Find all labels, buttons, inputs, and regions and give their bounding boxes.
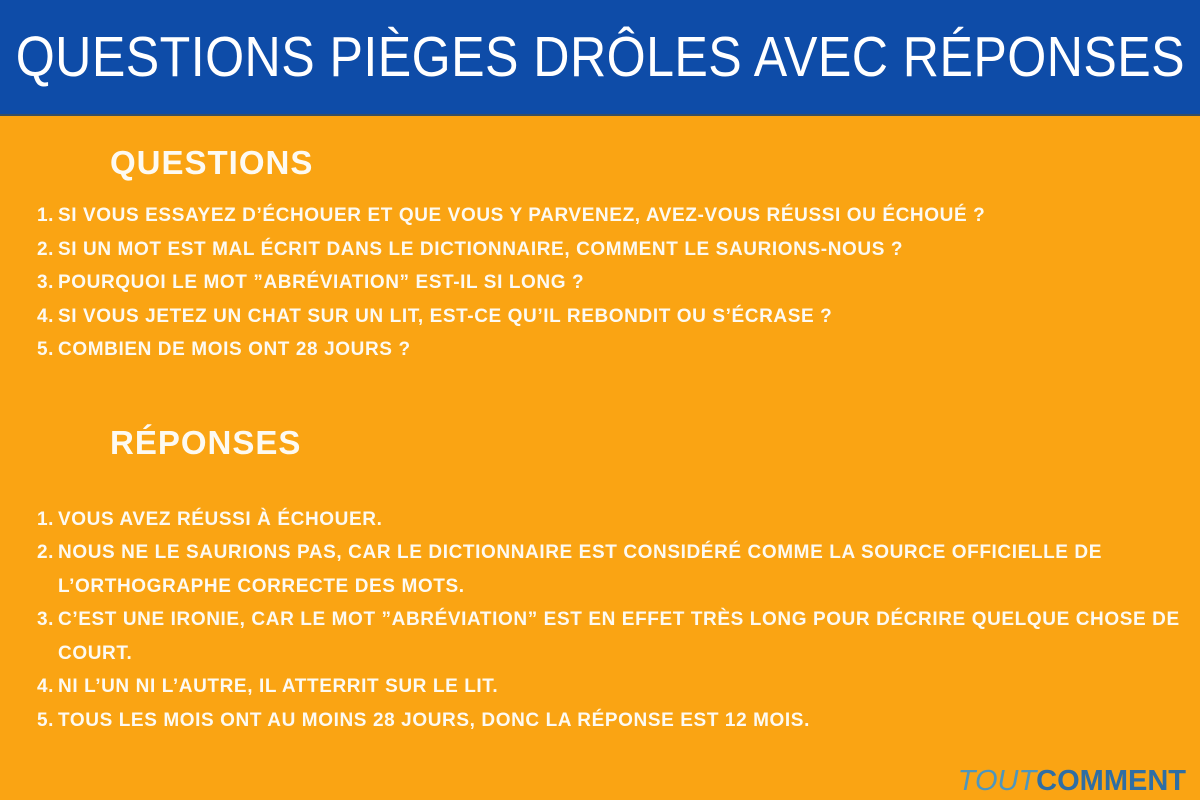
- list-item: [33, 333, 1182, 367]
- list-item-text: C’EST UNE IRONIE, CAR LE MOT ”ABRÉVIATION” EST EN EFFET TRÈS LONG POUR DÉCRIRE QUELQUE CHOSE DE COURT.: [58, 609, 1180, 664]
- list-item: [33, 503, 1182, 537]
- list-item: [33, 199, 1182, 233]
- list-item: [33, 300, 1182, 334]
- list-item-number: 5.: [36, 709, 54, 731]
- list-item-text: NI L’UN NI L’AUTRE, IL ATTERRIT SUR LE LIT.: [58, 676, 499, 697]
- list-item-number: 5.: [36, 339, 54, 360]
- list-item: [33, 603, 1182, 670]
- list-item-text: NOUS NE LE SAURIONS PAS, CAR LE DICTIONNAIRE EST CONSIDÉRÉ COMME LA SOURCE OFFICIELLE DE L’ORTHOGRAPHE CORRECTE DES MOTS.: [58, 542, 1103, 597]
- list-item: [33, 704, 1182, 738]
- title-banner: [0, 0, 1200, 116]
- page-title: QUESTIONS PIÈGES DRÔLES AVEC RÉPONSES: [15, 25, 1185, 89]
- logo-comment: COMMENT: [1036, 765, 1186, 797]
- logo-tout: TOUT: [957, 765, 1037, 797]
- list-item-text: SI UN MOT EST MAL ÉCRIT DANS LE DICTIONNAIRE, COMMENT LE SAURIONS-NOUS ?: [58, 238, 904, 260]
- list-item-number: 1.: [36, 508, 54, 530]
- questions-section: [33, 144, 1182, 367]
- list-item-text: TOUS LES MOIS ONT AU MOINS 28 JOURS, DONC LA RÉPONSE EST 12 MOIS.: [58, 709, 810, 731]
- list-item-text: SI VOUS ESSAYEZ D’ÉCHOUER ET QUE VOUS Y PARVENEZ, AVEZ-VOUS RÉUSSI OU ÉCHOUÉ ?: [58, 205, 986, 226]
- answers-section: [33, 424, 1182, 738]
- list-item-number: 4.: [36, 676, 54, 697]
- answers-heading: RÉPONSES: [110, 423, 302, 461]
- list-item-number: 4.: [36, 305, 54, 327]
- list-item-number: 3.: [36, 272, 54, 293]
- list-item-number: 2.: [36, 238, 54, 260]
- list-item: [33, 233, 1182, 267]
- toutcomment-logo: [958, 767, 1186, 796]
- list-item-number: 2.: [36, 542, 54, 563]
- list-item-text: VOUS AVEZ RÉUSSI À ÉCHOUER.: [58, 508, 383, 530]
- questions-list: [33, 199, 1182, 367]
- list-item-text: SI VOUS JETEZ UN CHAT SUR UN LIT, EST-CE QU’IL REBONDIT OU S’ÉCRASE ?: [58, 305, 833, 327]
- list-item-number: 1.: [36, 205, 54, 226]
- list-item-number: 3.: [36, 609, 54, 630]
- content: [0, 116, 1200, 737]
- list-item-text: POURQUOI LE MOT ”ABRÉVIATION” EST-IL SI LONG ?: [58, 272, 585, 293]
- questions-heading: QUESTIONS: [110, 144, 314, 181]
- list-item: [33, 670, 1182, 704]
- list-item: [33, 536, 1182, 603]
- list-item: [33, 266, 1182, 300]
- answers-list: [33, 503, 1182, 738]
- list-item-text: COMBIEN DE MOIS ONT 28 JOURS ?: [58, 339, 411, 360]
